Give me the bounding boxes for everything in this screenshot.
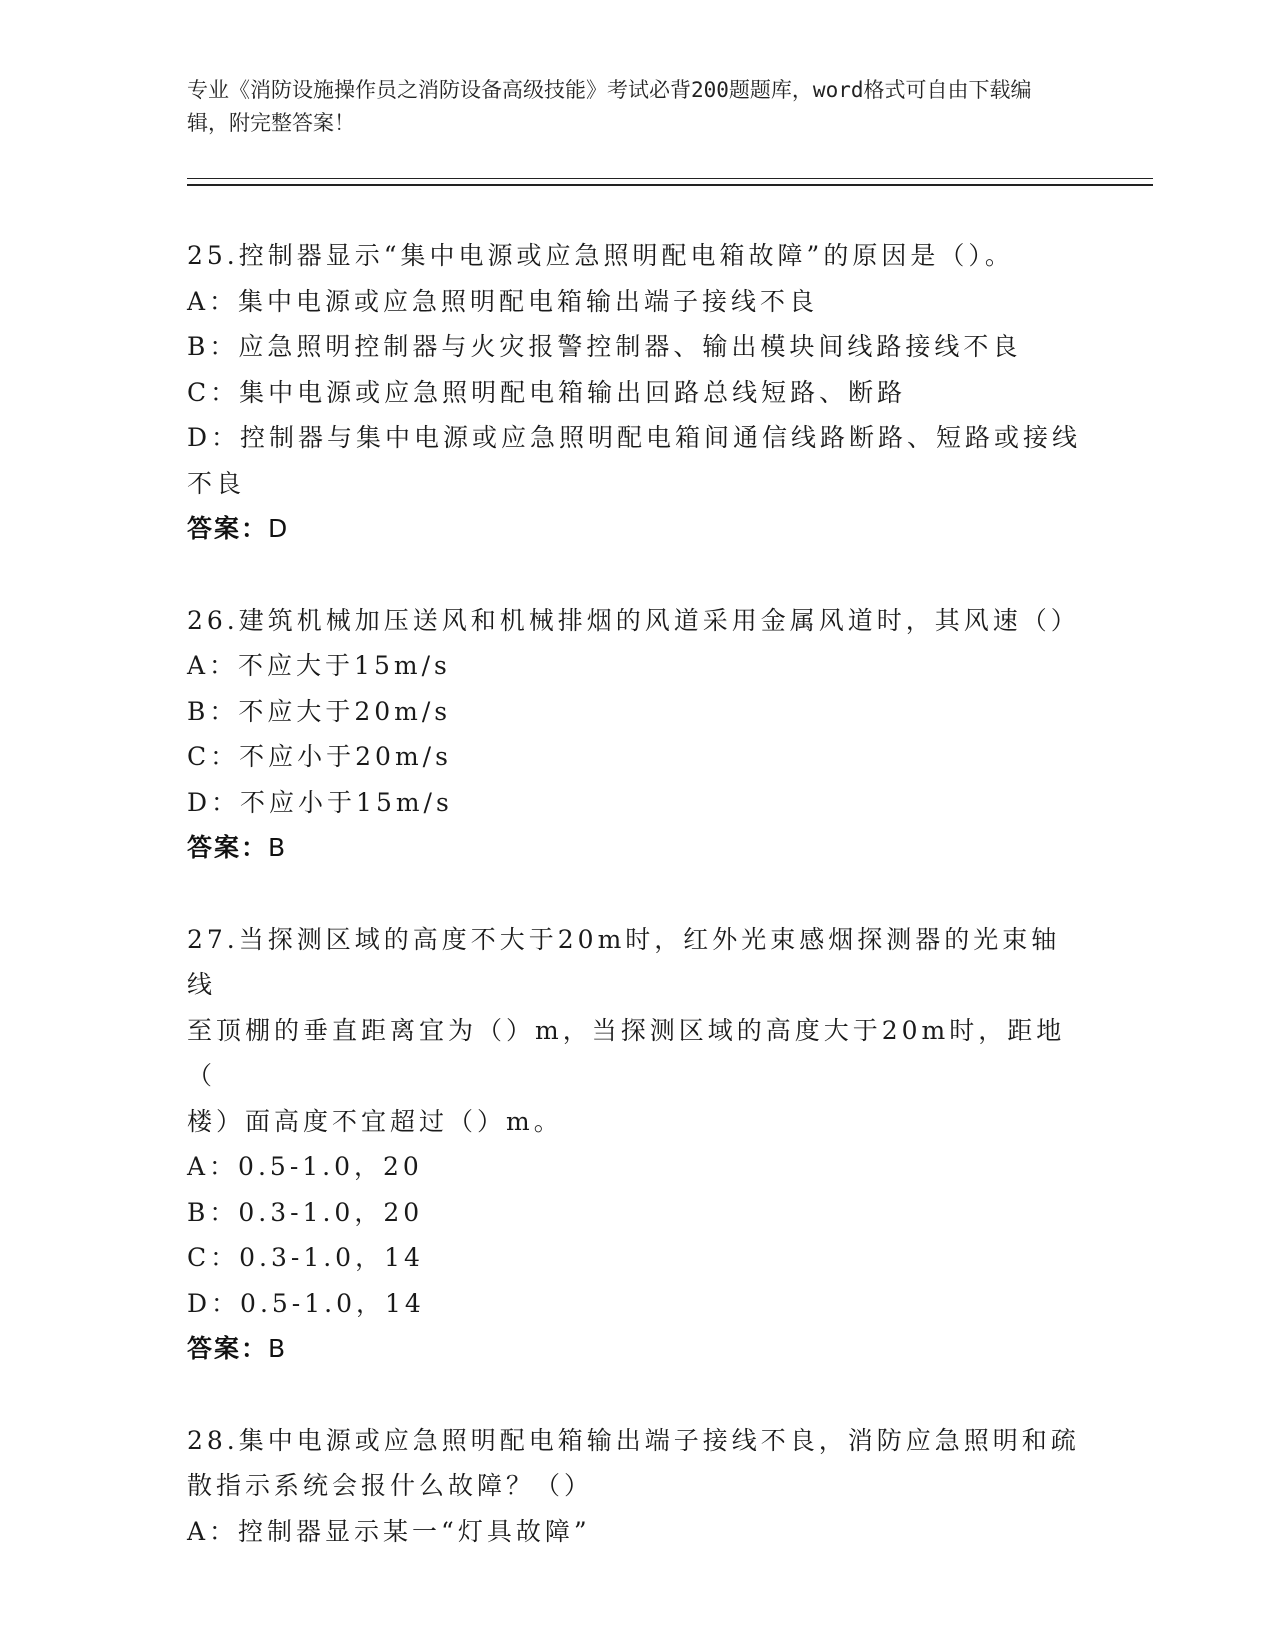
question-stem: 26.建筑机械加压送风和机械排烟的风道采用金属风道时，其风速（） — [187, 605, 1080, 635]
answer-line — [187, 1326, 1087, 1372]
option-b: B：不应大于20m/s — [187, 696, 452, 726]
answer-value: B — [268, 833, 288, 862]
answer-line — [187, 825, 1087, 871]
answer-label: 答案： — [187, 1334, 269, 1363]
question-26 — [187, 598, 1087, 871]
question-25 — [187, 233, 1087, 552]
answer-label: 答案： — [187, 833, 269, 862]
option-c: C：不应小于20m/s — [187, 742, 452, 771]
question-stem: 27.当探测区域的高度不大于20m时，红外光束感烟探测器的光束轴线 — [187, 924, 1061, 999]
document-header: 专业《消防设施操作员之消防设备高级技能》考试必背200题题库，word格式可自由下载编辑，附完整答案！ — [187, 78, 1032, 135]
question-stem: 25.控制器显示“集中电源或应急照明配电箱故障”的原因是（）。 — [187, 241, 1014, 270]
question-stem-continued: 散指示系统会报什么故障？（） — [187, 1471, 594, 1500]
option-d-continued: 不良 — [187, 468, 246, 498]
answer-value: B — [268, 1334, 288, 1363]
option-a: A：不应大于15m/s — [187, 651, 451, 680]
option-b: B：0.3-1.0，20 — [187, 1197, 424, 1227]
question-stem-continued: 楼）面高度不宜超过（）m。 — [187, 1106, 563, 1136]
question-27 — [187, 917, 1087, 1372]
option-a: A：0.5-1.0，20 — [187, 1152, 423, 1181]
answer-label: 答案： — [187, 514, 269, 543]
header-divider — [187, 178, 1153, 186]
option-c: C：0.3-1.0，14 — [187, 1243, 424, 1272]
option-d: D：0.5-1.0，14 — [187, 1288, 425, 1318]
answer-value: D — [268, 514, 290, 543]
question-list — [187, 233, 1087, 1600]
option-c: C：集中电源或应急照明配电箱输出回路总线短路、断路 — [187, 377, 907, 407]
option-b: B：应急照明控制器与火灾报警控制器、输出模块间线路接线不良 — [187, 332, 1022, 361]
option-a: A：集中电源或应急照明配电箱输出端子接线不良 — [187, 286, 819, 316]
option-d: D：不应小于15m/s — [187, 787, 453, 817]
option-d: D：控制器与集中电源或应急照明配电箱间通信线路断路、短路或接线 — [187, 423, 1082, 452]
answer-line — [187, 506, 1087, 552]
question-stem-continued: 至顶棚的垂直距离宜为（）m，当探测区域的高度大于20m时，距地（ — [187, 1015, 1066, 1090]
question-28 — [187, 1418, 1087, 1555]
option-a: A：控制器显示某一“灯具故障” — [187, 1516, 591, 1546]
question-stem: 28.集中电源或应急照明配电箱输出端子接线不良，消防应急照明和疏 — [187, 1425, 1080, 1455]
